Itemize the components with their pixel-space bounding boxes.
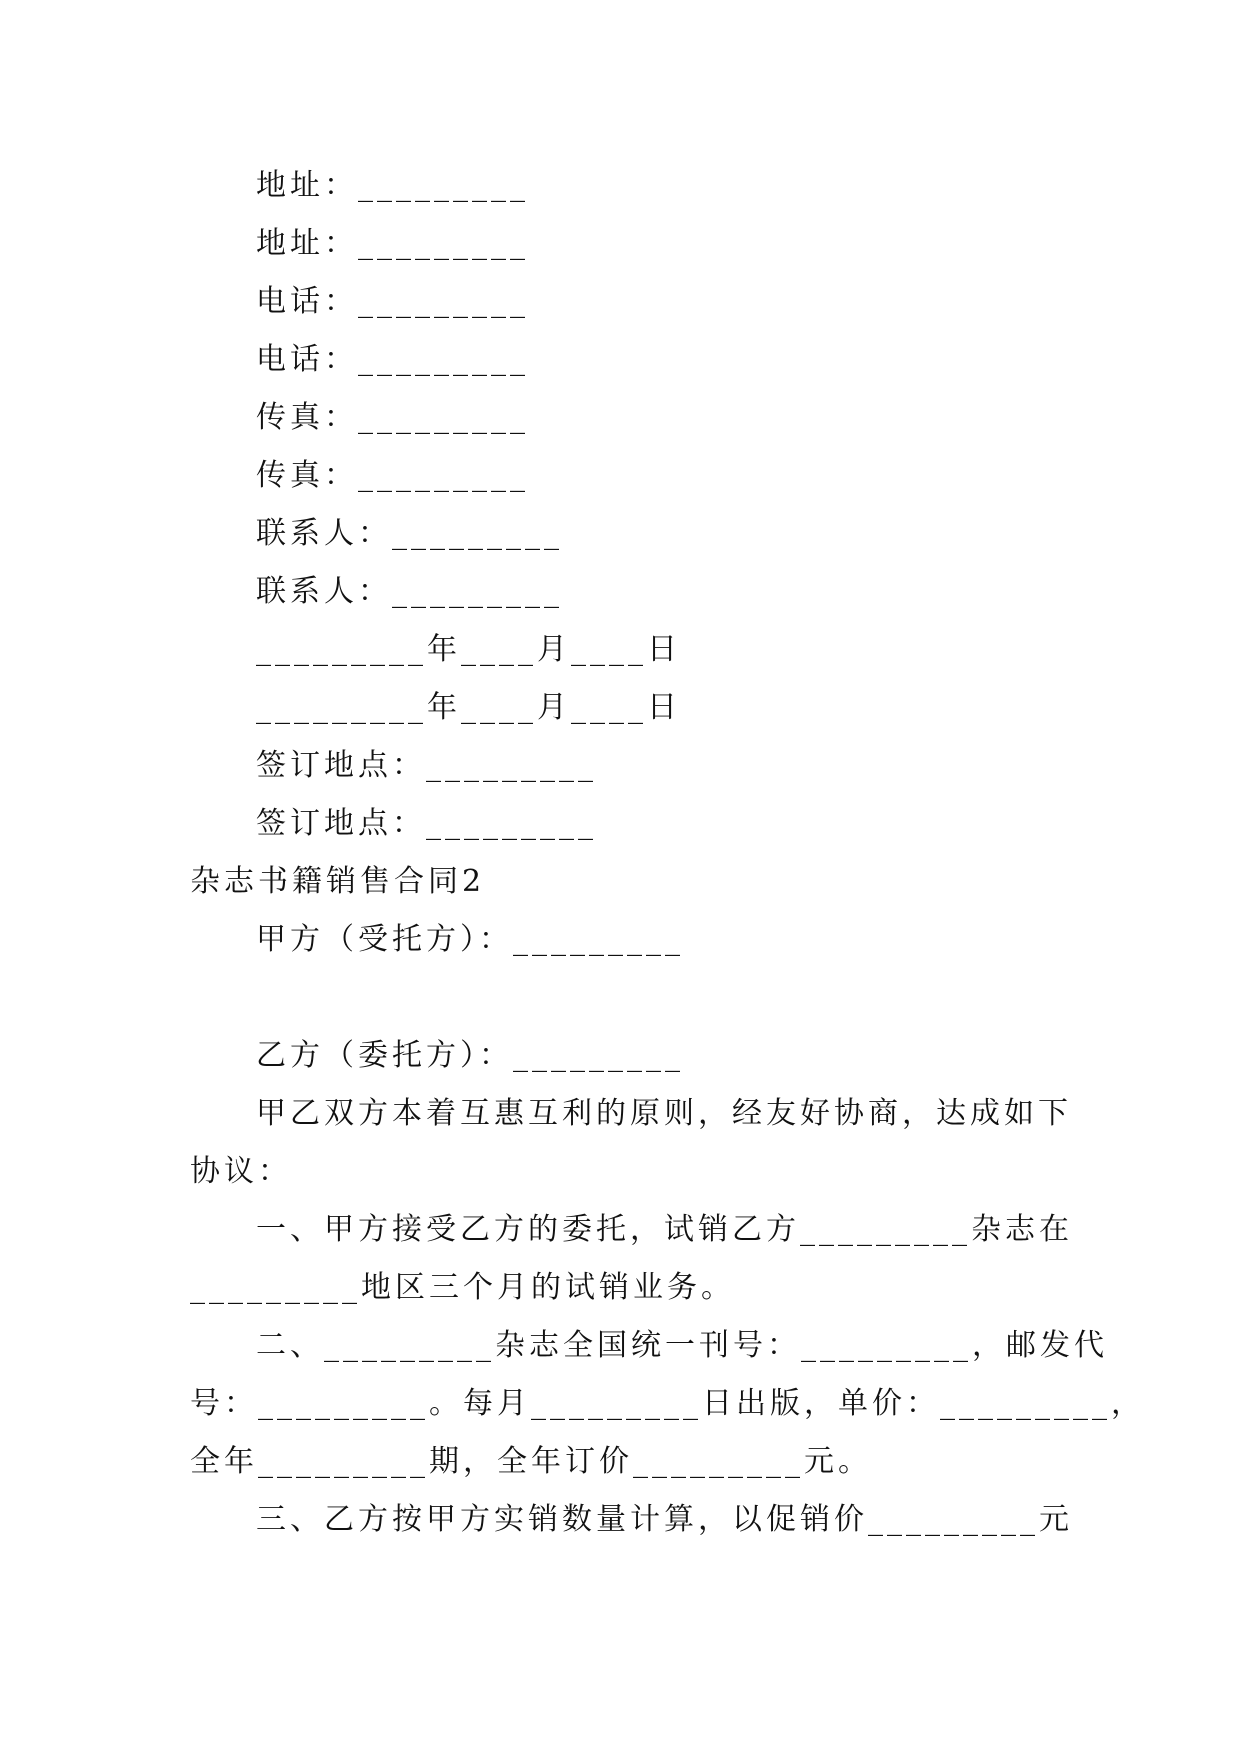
field-address-1: 地址：_________ [256, 168, 529, 203]
section-heading: 杂志书籍销售合同2 [190, 864, 486, 899]
clause-1-line-2: _________地区三个月的试销业务。 [190, 1270, 735, 1305]
clause-3-line-1: 三、乙方按甲方实销数量计算，以促销价_________元 [256, 1502, 1073, 1537]
field-place-2: 签订地点：_________ [256, 806, 597, 841]
party-b-line: 乙方（委托方）：_________ [256, 1038, 684, 1073]
intro-line-2: 协议： [190, 1154, 292, 1189]
field-fax-1: 传真：_________ [256, 400, 529, 435]
clause-1-line-1: 一、甲方接受乙方的委托，试销乙方_________杂志在 [256, 1212, 1073, 1247]
field-date-2: _________年____月____日 [256, 690, 681, 725]
party-a-line: 甲方（受托方）：_________ [256, 922, 684, 957]
clause-2-line-2: 号：_________。每月_________日出版，单价：_________， [190, 1386, 1145, 1421]
intro-line-1: 甲乙双方本着互惠互利的原则，经友好协商，达成如下 [256, 1096, 1072, 1131]
field-fax-2: 传真：_________ [256, 458, 529, 493]
clause-2-line-1: 二、_________杂志全国统一刊号：_________，邮发代 [256, 1328, 1108, 1363]
field-place-1: 签订地点：_________ [256, 748, 597, 783]
field-address-2: 地址：_________ [256, 226, 529, 261]
field-contact-2: 联系人：_________ [256, 574, 563, 609]
field-phone-2: 电话：_________ [256, 342, 529, 377]
clause-2-line-3: 全年_________期，全年订价_________元。 [190, 1444, 872, 1479]
field-contact-1: 联系人：_________ [256, 516, 563, 551]
field-date-1: _________年____月____日 [256, 632, 681, 667]
field-phone-1: 电话：_________ [256, 284, 529, 319]
